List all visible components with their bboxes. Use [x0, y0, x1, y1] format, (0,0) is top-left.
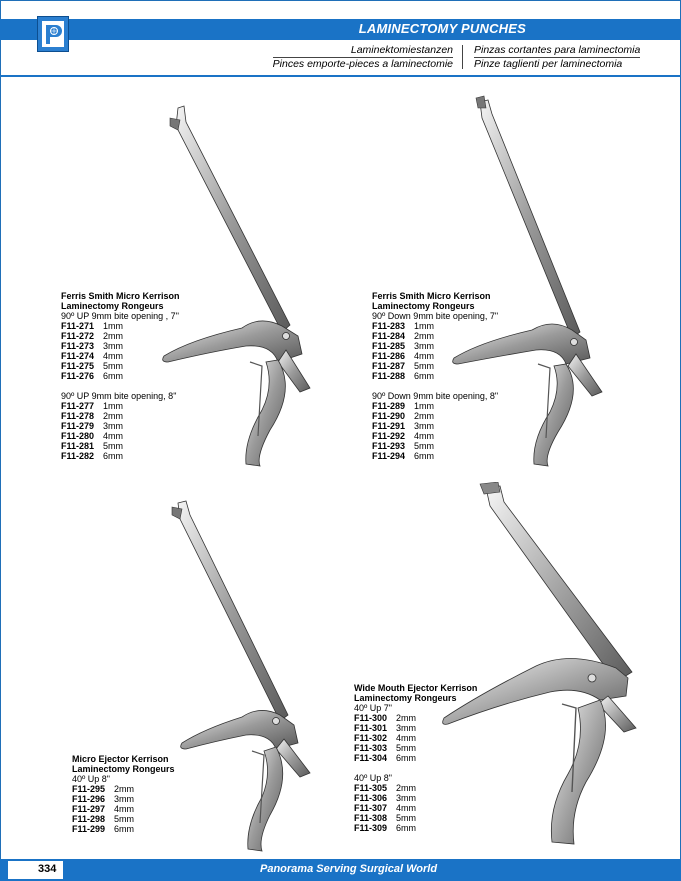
item-code: F11-292	[372, 431, 406, 441]
translation-de: Laminektomiestanzen	[273, 44, 453, 58]
item-size: 6mm	[103, 371, 123, 381]
list-item	[372, 451, 498, 461]
item-code: F11-305	[354, 783, 388, 793]
item-size: 5mm	[114, 814, 134, 824]
list-item	[354, 793, 477, 803]
product-block-1	[61, 291, 180, 461]
item-code: F11-272	[61, 331, 95, 341]
translation-divider	[462, 45, 463, 69]
item-size: 5mm	[396, 813, 416, 823]
item-size: 3mm	[103, 421, 123, 431]
item-size: 4mm	[414, 431, 434, 441]
group-desc: 90º Down 9mm bite opening, 8"	[372, 391, 499, 401]
product-title: Micro Ejector Kerrison	[72, 754, 169, 764]
list-item	[372, 441, 498, 451]
list-item	[354, 803, 477, 813]
item-size: 2mm	[103, 331, 123, 341]
list-item	[61, 321, 180, 331]
list-item	[61, 421, 180, 431]
product-subtitle: Laminectomy Rongeurs	[372, 301, 475, 311]
item-size: 6mm	[103, 451, 123, 461]
item-size: 4mm	[396, 733, 416, 743]
group-desc: 40º Up 7"	[354, 703, 393, 713]
footer-bar	[0, 859, 681, 881]
header-rule	[0, 75, 681, 77]
item-code: F11-295	[72, 784, 106, 794]
item-code: F11-285	[372, 341, 406, 351]
item-code: F11-291	[372, 421, 406, 431]
item-code: F11-288	[372, 371, 406, 381]
item-code: F11-278	[61, 411, 95, 421]
item-size: 4mm	[103, 431, 123, 441]
item-size: 6mm	[396, 823, 416, 833]
item-size: 6mm	[114, 824, 134, 834]
list-item	[372, 351, 498, 361]
list-item	[61, 431, 180, 441]
item-code: F11-308	[354, 813, 388, 823]
item-size: 6mm	[396, 753, 416, 763]
item-size: 3mm	[414, 341, 434, 351]
product-title: Ferris Smith Micro Kerrison	[61, 291, 180, 301]
list-item	[61, 401, 180, 411]
product-block-3	[72, 754, 175, 834]
item-code: F11-290	[372, 411, 406, 421]
brand-logo	[37, 16, 69, 52]
list-item	[72, 824, 175, 834]
group-desc: 40º Up 8"	[72, 774, 111, 784]
item-size: 2mm	[114, 784, 134, 794]
product-subtitle: Laminectomy Rongeurs	[354, 693, 457, 703]
list-item	[372, 371, 498, 381]
list-item	[61, 351, 180, 361]
translation-es: Pinzas cortantes para laminectomia	[474, 44, 641, 56]
list-item	[72, 804, 175, 814]
item-size: 3mm	[396, 723, 416, 733]
list-item	[354, 783, 477, 793]
list-item	[72, 814, 175, 824]
item-size: 1mm	[414, 321, 434, 331]
item-code: F11-282	[61, 451, 95, 461]
item-size: 5mm	[103, 441, 123, 451]
list-item	[372, 421, 498, 431]
item-code: F11-296	[72, 794, 106, 804]
product-title: Wide Mouth Ejector Kerrison	[354, 683, 478, 693]
list-item	[354, 823, 477, 833]
product-subtitle: Laminectomy Rongeurs	[72, 764, 175, 774]
list-item	[72, 784, 175, 794]
list-item	[61, 371, 180, 381]
item-code: F11-279	[61, 421, 95, 431]
list-item	[61, 361, 180, 371]
translation-it: Pinze taglienti per laminectomia	[474, 58, 623, 70]
item-code: F11-307	[354, 803, 388, 813]
list-item	[61, 451, 180, 461]
item-size: 5mm	[414, 441, 434, 451]
group-desc: 90º Down 9mm bite opening, 7"	[372, 311, 499, 321]
item-code: F11-273	[61, 341, 95, 351]
item-code: F11-309	[354, 823, 388, 833]
item-size: 1mm	[103, 321, 123, 331]
header-bar	[0, 19, 681, 40]
item-size: 5mm	[103, 361, 123, 371]
instrument-image-3	[160, 495, 330, 860]
page-number: 334	[38, 863, 57, 875]
item-size: 2mm	[414, 411, 434, 421]
item-code: F11-271	[61, 321, 95, 331]
item-code: F11-280	[61, 431, 95, 441]
item-code: F11-304	[354, 753, 388, 763]
item-code: F11-294	[372, 451, 406, 461]
item-code: F11-289	[372, 401, 406, 411]
item-code: F11-286	[372, 351, 406, 361]
list-item	[354, 743, 477, 753]
list-item	[372, 431, 498, 441]
item-size: 4mm	[396, 803, 416, 813]
product-subtitle: Laminectomy Rongeurs	[61, 301, 164, 311]
item-size: 4mm	[103, 351, 123, 361]
product-block-4	[354, 683, 477, 833]
list-item	[354, 713, 477, 723]
item-code: F11-301	[354, 723, 388, 733]
item-size: 4mm	[114, 804, 134, 814]
list-item	[372, 331, 498, 341]
item-code: F11-298	[72, 814, 106, 824]
item-code: F11-275	[61, 361, 95, 371]
list-item	[372, 411, 498, 421]
list-item	[354, 813, 477, 823]
item-code: F11-293	[372, 441, 406, 451]
item-code: F11-281	[61, 441, 95, 451]
translations-left	[273, 44, 453, 71]
item-size: 5mm	[414, 361, 434, 371]
group-desc: 40º Up 8"	[354, 773, 393, 783]
list-item	[372, 341, 498, 351]
list-item	[72, 794, 175, 804]
list-item	[354, 753, 477, 763]
item-code: F11-277	[61, 401, 95, 411]
item-size: 2mm	[396, 713, 416, 723]
item-size: 5mm	[396, 743, 416, 753]
item-size: 3mm	[414, 421, 434, 431]
translations-right	[474, 44, 640, 71]
item-size: 1mm	[414, 401, 434, 411]
item-code: F11-300	[354, 713, 388, 723]
page-title: LAMINECTOMY PUNCHES	[358, 21, 526, 36]
product-block-2	[372, 291, 498, 461]
item-size: 6mm	[414, 451, 434, 461]
item-size: 3mm	[103, 341, 123, 351]
item-size: 3mm	[114, 794, 134, 804]
item-code: F11-299	[72, 824, 106, 834]
translation-fr: Pinces emporte-pieces a laminectomie	[272, 58, 453, 70]
group-desc: 90º UP 9mm bite opening, 8"	[61, 391, 177, 401]
group-desc: 90º UP 9mm bite opening , 7"	[61, 311, 179, 321]
item-code: F11-283	[372, 321, 406, 331]
item-code: F11-287	[372, 361, 406, 371]
item-code: F11-303	[354, 743, 388, 753]
list-item	[372, 321, 498, 331]
list-item	[372, 361, 498, 371]
list-item	[61, 341, 180, 351]
item-size: 3mm	[396, 793, 416, 803]
list-item	[61, 441, 180, 451]
item-size: 1mm	[103, 401, 123, 411]
list-item	[61, 331, 180, 341]
list-item	[354, 723, 477, 733]
item-size: 2mm	[414, 331, 434, 341]
item-code: F11-306	[354, 793, 388, 803]
item-code: F11-297	[72, 804, 106, 814]
product-title: Ferris Smith Micro Kerrison	[372, 291, 491, 301]
item-size: 6mm	[414, 371, 434, 381]
item-size: 2mm	[396, 783, 416, 793]
list-item	[354, 733, 477, 743]
list-item	[61, 411, 180, 421]
list-item	[372, 401, 498, 411]
item-size: 2mm	[103, 411, 123, 421]
item-size: 4mm	[414, 351, 434, 361]
item-code: F11-284	[372, 331, 406, 341]
footer-tagline: Panorama Serving Surgical World	[260, 863, 438, 875]
item-code: F11-274	[61, 351, 95, 361]
item-code: F11-302	[354, 733, 388, 743]
item-code: F11-276	[61, 371, 95, 381]
